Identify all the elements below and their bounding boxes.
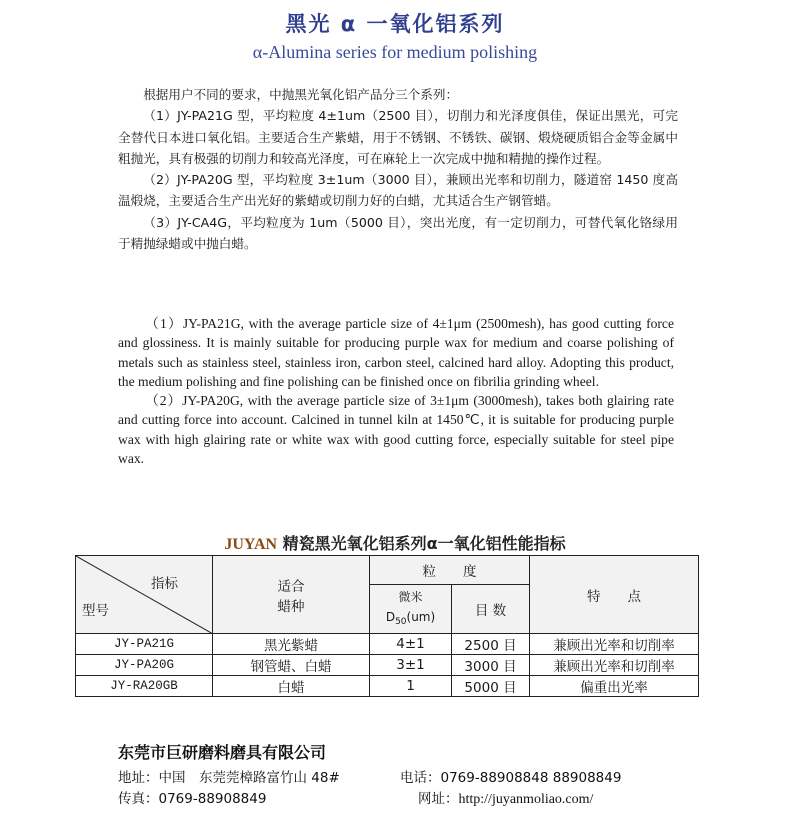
page-title: 黑光 α 一氧化铝系列 [285, 12, 505, 36]
en-series-1: （1）JY-PA21G, with the average particle size of 4±1μm (2500mesh), has good cutting force and glossiness. It is mainly suitable for producing purple wax for medium and coarse polishing of metals such as stainless steel, stainless iron, carbon steel, calcined hard alloy. Adopting this product, the medium polishing and fine polishing can be finished once on fibrilia grinding wheel. [118, 316, 674, 389]
cell-feature: 兼顾出光率和切削率 [530, 655, 699, 676]
table-row [76, 676, 699, 697]
cell-model: JY-RA20GB [76, 676, 213, 697]
header-wax: 适合 蜡种 [213, 556, 370, 634]
fax: 传真：0769-88908849 [118, 791, 267, 807]
cell-feature: 偏重出光率 [530, 676, 699, 697]
cell-micron: 4±1 [370, 634, 452, 655]
cell-wax: 黑光紫蜡 [213, 634, 370, 655]
header-features: 特 点 [530, 556, 699, 634]
cell-mesh: 2500 目 [452, 634, 530, 655]
cell-mesh: 5000 目 [452, 676, 530, 697]
header-mesh: 目 数 [452, 585, 530, 634]
diagonal-line [76, 556, 213, 634]
cell-model: JY-PA20G [76, 655, 213, 676]
table-row [76, 655, 699, 676]
website: 网址：http://juyanmoliao.com/ [418, 791, 594, 807]
cell-wax: 钢管蜡、白蜡 [213, 655, 370, 676]
spec-table [75, 555, 699, 697]
cell-mesh: 3000 目 [452, 655, 530, 676]
table-title [0, 531, 790, 554]
header-granularity: 粒 度 [370, 556, 530, 585]
cn-intro: 根据用户不同的要求，中抛黑光氧化铝产品分三个系列： [143, 87, 459, 102]
chinese-description [118, 84, 678, 254]
cell-wax: 白蜡 [213, 676, 370, 697]
cell-model: JY-PA21G [76, 634, 213, 655]
cell-micron: 3±1 [370, 655, 452, 676]
table-row [76, 634, 699, 655]
diagonal-header-cell [76, 556, 213, 634]
en-series-2: （2）JY-PA20G, with the average particle size of 3±1μm (3000mesh), takes both glairing rate and cutting force into account. Calcined in tunnel kiln at 1450℃, it is suitable for producing purple wax with high glairing rate or white wax with good cutting force, especially suitable for steel pipe wax. [118, 393, 674, 467]
phone: 电话：0769-88908848 88908849 [400, 770, 622, 786]
website-link[interactable]: http://juyanmoliao.com/ [458, 792, 594, 807]
table-title-text: 精瓷黑光氧化铝系列α一氧化铝性能指标 [277, 534, 566, 553]
header-indicator: 指标 [151, 576, 178, 592]
company-name: 东莞市巨研磨料磨具有限公司 [118, 743, 327, 762]
cn-series-2: （2）JY-PA20G 型，平均粒度 3±1um（3000 目），兼顾出光率和切削力，隧道窑 1450 度高温煅烧，主要适合生产出光好的紫蜡或切削力好的白蜡，尤其适合生产钢管蜡。 [118, 172, 678, 209]
english-description [118, 314, 674, 468]
address: 地址：中国 东莞莞樟路富竹山 48# [118, 770, 340, 786]
cell-feature: 兼顾出光率和切削率 [530, 634, 699, 655]
table-title-brand: JUYAN [224, 536, 278, 553]
cn-series-1: （1）JY-PA21G 型，平均粒度 4±1um（2500 目），切削力和光泽度俱佳，保证出黑光，可完全替代日本进口氧化铝。主要适合生产紫蜡，用于不锈钢、不锈铁、碳钢、煅烧硬质铝合金等金属中粗抛光，具有极强的切削力和较高光泽度，可在麻轮上一次完成中抛和精抛的操作过程。 [118, 108, 678, 166]
page-subtitle: α-Alumina series for medium polishing [252, 42, 538, 62]
cell-micron: 1 [370, 676, 452, 697]
header-micron: 微米 $D_{50}(um)$ [370, 585, 452, 634]
header-model: 型号 [82, 603, 109, 619]
cn-series-3: （3）JY-CA4G，平均粒度为 1um（5000 目），突出光度，有一定切削力，可替代氧化铬绿用于精抛绿蜡或中抛白蜡。 [118, 214, 678, 252]
